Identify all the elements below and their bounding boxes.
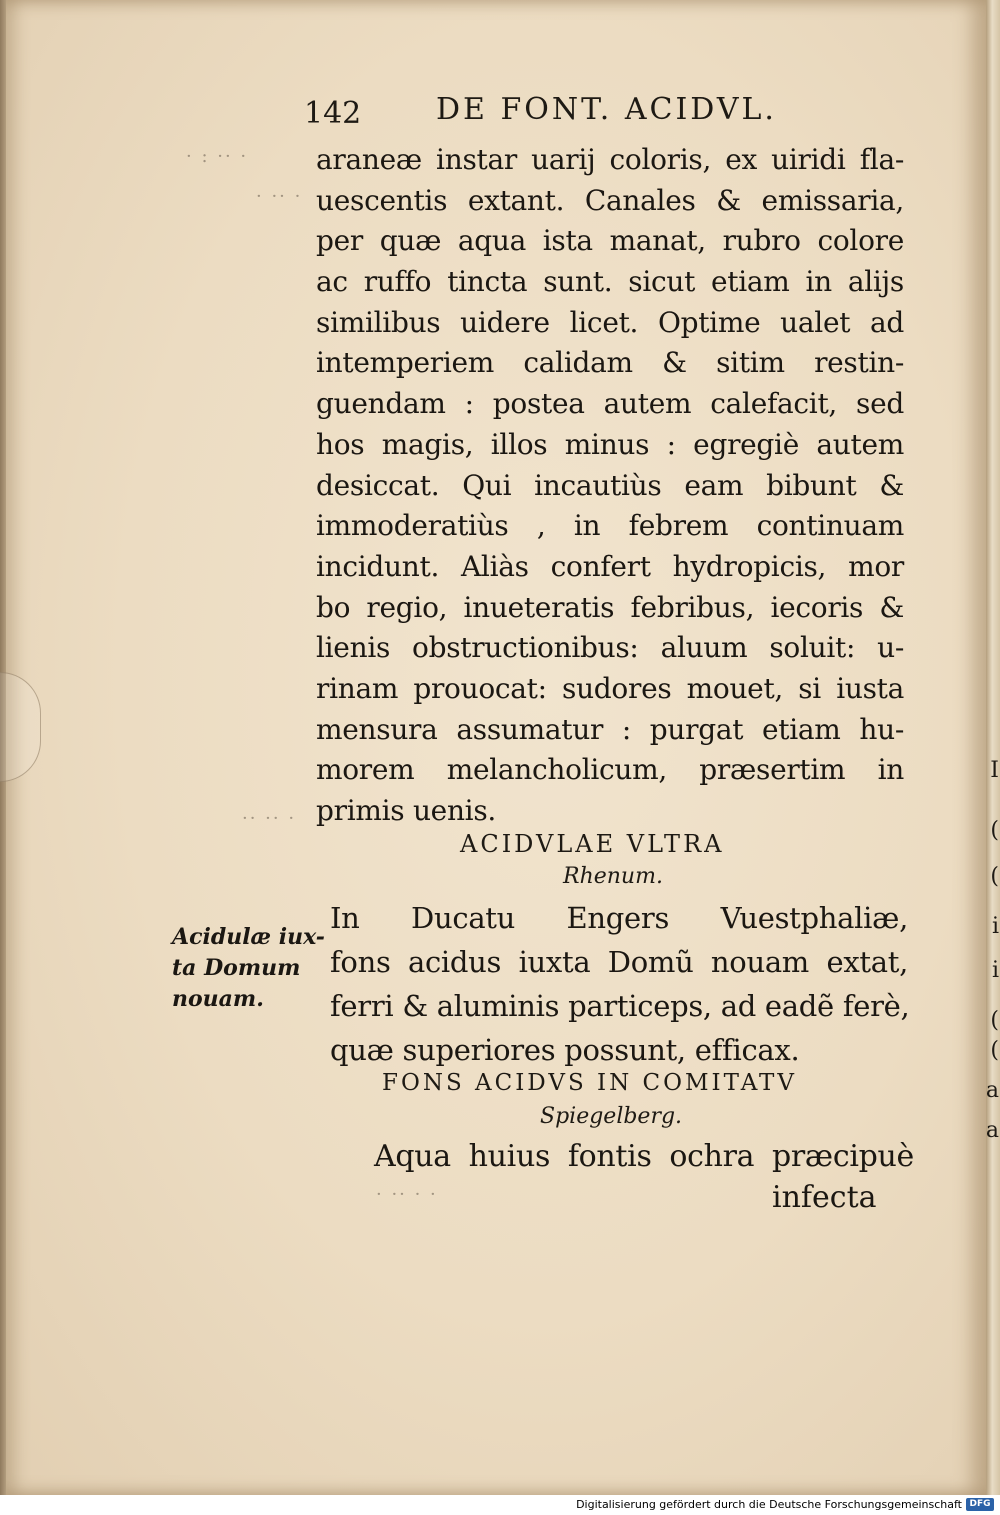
text-line: quæ superiores possunt, efficax. (330, 1033, 800, 1067)
edge-fragment: ( (990, 864, 999, 889)
section-subheading: Spiegelberg. (540, 1104, 683, 1129)
text-line: Aqua huius fontis ochra præcipuè (374, 1139, 914, 1174)
section-subheading: Rhenum. (563, 864, 663, 889)
text-line: mensura assumatur : purgat etiam hu- (316, 712, 904, 746)
marginal-note-line: ta Domum (172, 955, 301, 981)
edge-fragment: ( (990, 1008, 999, 1033)
bleed-through-smudge: · : ·· · (186, 146, 249, 167)
facing-page-edge (986, 0, 1000, 1495)
page-number: 142 (304, 96, 362, 131)
text-line: immoderatiùs , in febrem continuam (316, 509, 904, 543)
marginal-note (172, 922, 325, 1015)
edge-fragment: a (986, 1078, 999, 1103)
section-paragraph (374, 1134, 914, 1180)
bleed-through-smudge: · ·· · (256, 186, 303, 207)
text-line: uescentis extant. Canales & emissaria, (316, 183, 904, 217)
bleed-through-smudge: · ·· · · (376, 1184, 438, 1205)
catchword: infecta (772, 1180, 877, 1215)
main-paragraph (316, 140, 904, 832)
dfg-logo-icon: DFG (966, 1498, 994, 1511)
text-line: ferri & aluminis particeps, ad eadẽ ferè, (330, 989, 910, 1023)
bleed-through-smudge: ·· ·· · (242, 808, 297, 829)
funding-credit: Digitalisierung gefördert durch die Deutsche Forschungsgemeinschaft (576, 1498, 962, 1511)
text-line: fons acidus iuxta Domũ nouam extat, (330, 945, 908, 979)
section-paragraph (330, 896, 908, 1072)
text-line: primis uenis. (316, 794, 497, 827)
marginal-note-line: Acidulæ iux- (172, 924, 325, 950)
text-line: araneæ instar uarij coloris, ex uiridi fla- (316, 143, 904, 176)
edge-fragment: I (990, 758, 999, 783)
text-line: In Ducatu Engers Vuestphaliæ, (330, 901, 908, 935)
text-line: lienis obstructionibus: aluum soluit: u- (316, 631, 904, 665)
edge-fragment: a (986, 1118, 999, 1143)
text-line: guendam : postea autem calefacit, sed (316, 387, 904, 421)
text-line: bo regio, inueteratis febribus, iecoris & (316, 590, 904, 624)
edge-fragment: i (991, 958, 999, 983)
text-line: ac ruffo tincta sunt. sicut etiam in alijs (316, 265, 904, 299)
marginal-note-line: nouam. (172, 986, 264, 1012)
text-line: per quæ aqua ista manat, rubro colore (316, 224, 904, 258)
text-line: desiccat. Qui incautiùs eam bibunt & (316, 468, 904, 502)
edge-fragment: ( (990, 1038, 999, 1063)
text-line: morem melancholicum, præsertim in (316, 753, 904, 787)
edge-fragment: ( (990, 818, 999, 843)
section-heading: FONS ACIDVS IN COMITATV (382, 1070, 798, 1096)
footer-bar (0, 1495, 1000, 1515)
section-heading: ACIDVLAE VLTRA (460, 830, 725, 858)
text-line: intemperiem calidam & sitim restin- (316, 346, 904, 380)
text-line: rinam prouocat: sudores mouet, si iusta (316, 671, 904, 705)
text-line: hos magis, illos minus : egregiè autem (316, 427, 904, 461)
page-header (300, 92, 820, 132)
text-line: similibus uidere licet. Optime ualet ad (316, 305, 904, 339)
running-head: DE FONT. ACIDVL. (436, 92, 777, 127)
text-line: incidunt. Aliàs confert hydropicis, mor (316, 549, 904, 583)
edge-fragment: i (991, 914, 999, 939)
